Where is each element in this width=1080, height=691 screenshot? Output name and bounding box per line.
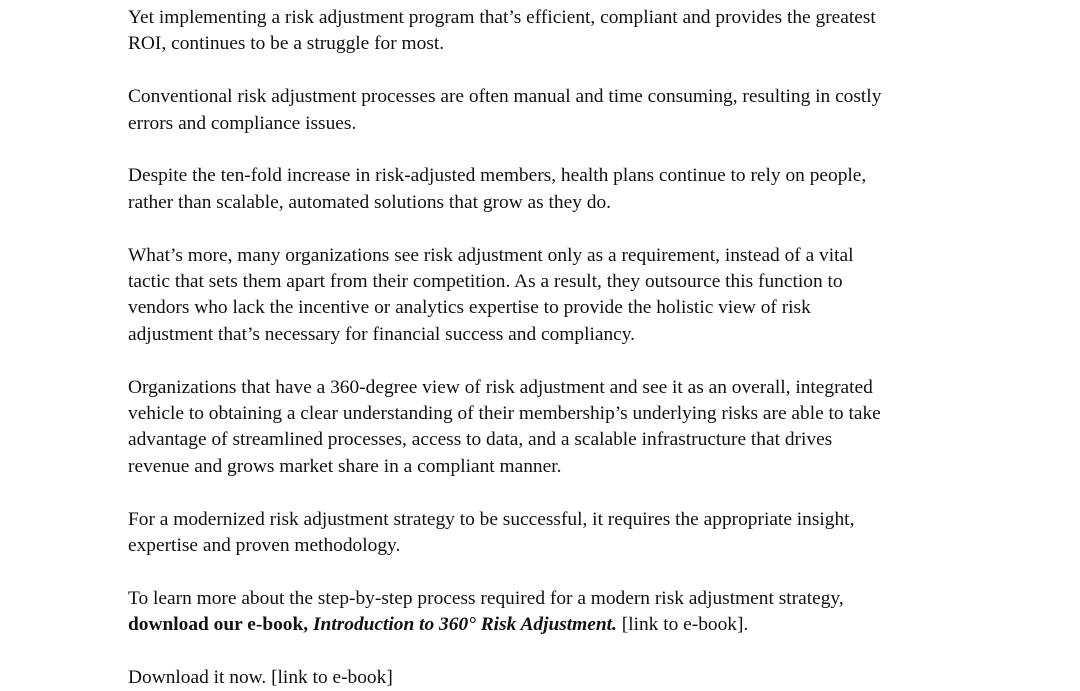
cta-lead-text: To learn more about the step-by-step process required for a modern risk adjustment strategy,: [128, 587, 844, 609]
paragraph-360-view: Organizations that have a 360-degree view of risk adjustment and see it as an overall, integrated vehicle to obtaining a clear understanding of their membership’s underlying risks are able to take advantage of streamlined processes, access to data, and a scalable infrastructure that drives revenue and grows market share in a compliant manner.: [128, 376, 881, 477]
paragraph-intro: Yet implementing a risk adjustment program that’s efficient, compliant and provides the greatest ROI, continues to be a struggle for most.: [128, 7, 876, 55]
paragraph-download-now-cutoff: Download it now. [link to e-book]: [128, 667, 393, 689]
cta-link-placeholder: [link to e-book].: [616, 614, 749, 636]
paragraph-modernized-strategy: For a modernized risk adjustment strategy to be successful, it requires the appropriate insight, expertise and proven methodology.: [128, 508, 855, 557]
paragraph-ten-fold-increase: Despite the ten-fold increase in risk-adjusted members, health plans continue to rely on people, rather than scalable, automated solutions that grow as they do.: [128, 165, 867, 213]
paragraph-call-to-action: [128, 586, 988, 639]
paragraph-whats-more: What’s more, many organizations see risk adjustment only as a requirement, instead of a vital tactic that sets them apart from their competition. As a result, they outsource this function to vendors who lack the incentive or analytics expertise to provide the holistic view of risk adjustment that’s necessary for financial success and compliancy.: [128, 244, 854, 345]
cta-book-title: Introduction to 360° Risk Adjustment.: [312, 614, 617, 636]
document-body: [128, 5, 988, 691]
paragraph-conventional-processes: Conventional risk adjustment processes are often manual and time consuming, resulting in costly errors and compliance issues.: [128, 86, 882, 134]
cta-download-text: download our e-book,: [128, 614, 313, 636]
